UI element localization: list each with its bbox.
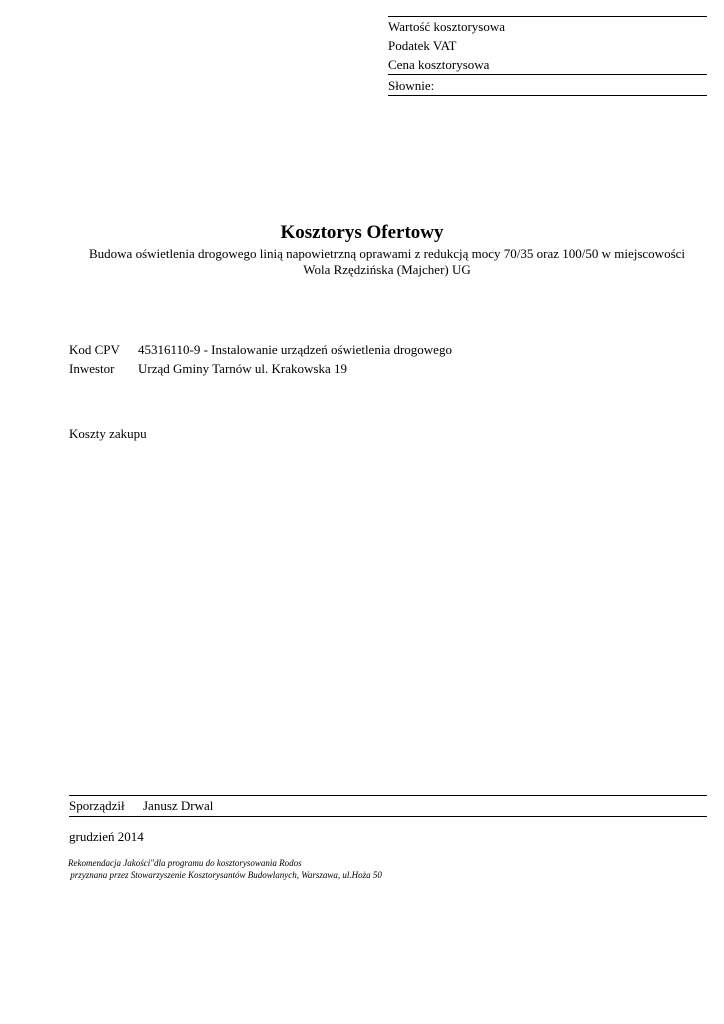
- amount-in-words-label: Słownie:: [388, 78, 435, 93]
- vat-label: Podatek VAT: [388, 38, 457, 53]
- estimated-price-label: Cena kosztorysowa: [388, 57, 490, 72]
- footnote: [68, 857, 382, 881]
- prepared-by-block: [69, 795, 707, 817]
- prepared-bottom-rule: [69, 816, 707, 817]
- prepared-by-row: [69, 796, 707, 816]
- document-title: Kosztorys Ofertowy: [280, 222, 444, 243]
- subtitle-line-1: Budowa oświetlenia drogowego linią napowietrzną oprawami z redukcją mocy 70/35 oraz 100/50 w miejscowości: [88, 246, 686, 261]
- cost-summary-block: [388, 16, 707, 96]
- cpv-code-value: 45316110-9 - Instalowanie urządzeń oświetlenia drogowego: [138, 342, 452, 357]
- prepared-by-label: Sporządził: [69, 798, 125, 813]
- prepared-by-name: Janusz Drwal: [143, 798, 214, 813]
- purchase-costs-label: Koszty zakupu: [69, 426, 147, 441]
- cpv-code-label: Kod CPV: [69, 342, 120, 357]
- document-subtitle: [70, 246, 704, 278]
- subtitle-line-2: Wola Rzędzińska (Majcher) UG: [303, 262, 471, 277]
- estimated-value-label: Wartość kosztorysowa: [388, 19, 506, 34]
- footnote-line-2: przyznana przez Stowarzyszenie Kosztorysantów Budowlanych, Warszawa, ul.Hoża 50: [68, 870, 382, 880]
- investor-label: Inwestor: [69, 361, 115, 376]
- summary-bottom-rule: [388, 95, 707, 96]
- footnote-line-1: Rekomendacja Jakości"dla programu do kosztorysowania Rodos: [68, 858, 302, 868]
- investor-value: Urząd Gminy Tarnów ul. Krakowska 19: [138, 361, 347, 376]
- document-date: grudzień 2014: [69, 829, 144, 844]
